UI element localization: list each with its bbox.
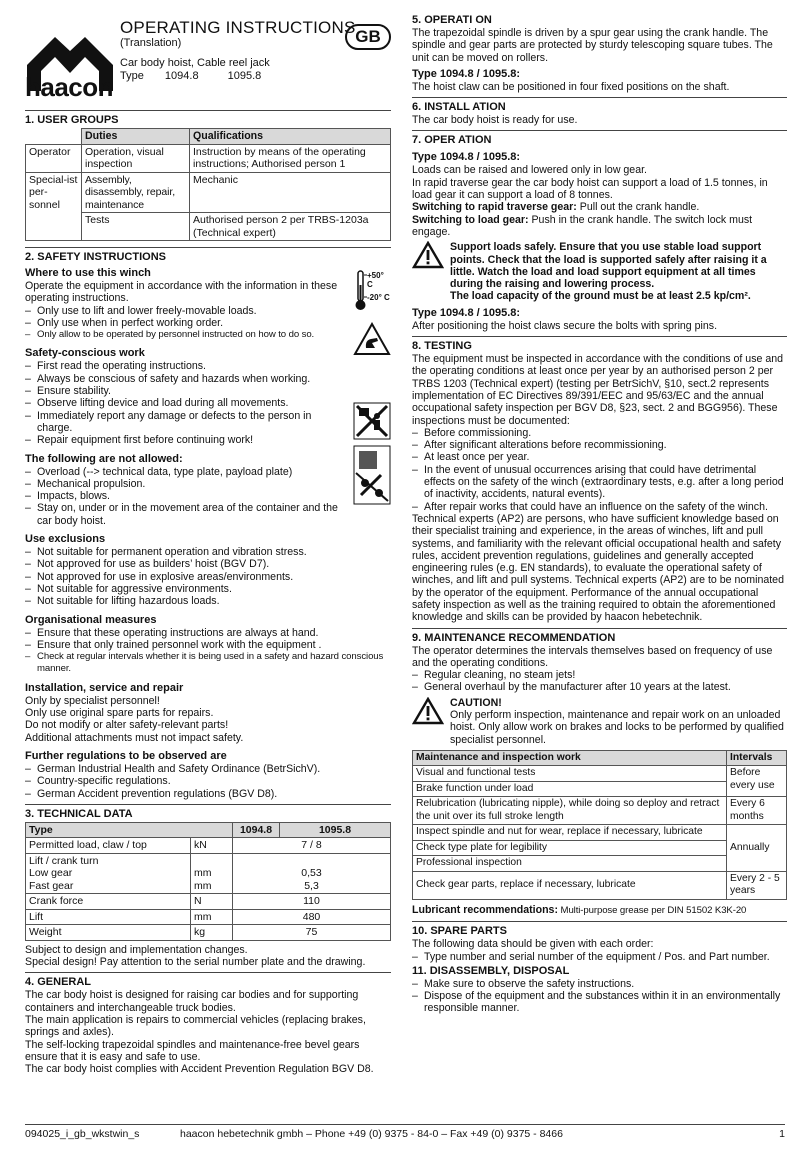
caution-text: Only perform inspection, maintenance and repair work on an unloaded hoist. Only allow work on brakes and locks to be performed by qualified specialist personnel. bbox=[450, 709, 784, 746]
install-line: Do not modify or alter safety-relevant parts! bbox=[25, 719, 229, 732]
section-heading-maintenance: 9. MAINTENANCE RECOMMENDATION bbox=[412, 628, 787, 645]
tech-label: Low gear bbox=[29, 867, 73, 880]
regs-title: Further regulations to be observed are bbox=[25, 749, 227, 762]
list-item: – Not suitable for permanent operation and vibration stress. bbox=[25, 546, 391, 558]
not-allowed-list bbox=[25, 466, 347, 527]
regs-list bbox=[25, 763, 391, 800]
operation-type-text: The hoist claw can be positioned in four fixed positions on the shaft. bbox=[412, 80, 730, 93]
list-item: – Make sure to observe the safety instructions. bbox=[412, 978, 787, 990]
table-row bbox=[26, 172, 391, 213]
install-title: Installation, service and repair bbox=[25, 681, 184, 694]
work-cell: Brake function under load bbox=[413, 781, 727, 797]
caution-icon bbox=[412, 697, 444, 725]
maintenance-list bbox=[412, 669, 787, 694]
tech-note: Special design! Pay attention to the serial number plate and the drawing. bbox=[25, 956, 366, 969]
tech-value: 480 bbox=[233, 909, 391, 925]
switch-rapid-text: Pull out the crank handle. bbox=[576, 201, 700, 214]
list-item: – Impacts, blows. bbox=[25, 490, 347, 502]
interval-cell: Annually bbox=[727, 825, 787, 872]
list-item: – Ensure that these operating instructions are always at hand. bbox=[25, 627, 391, 639]
list-item: – Only allow to be operated by personnel instructed on how to do so. bbox=[25, 329, 391, 341]
company-info: haacon hebetechnik gmbh – Phone +49 (0) 9375 - 84-0 – Fax +49 (0) 9375 - 8466 bbox=[180, 1128, 563, 1140]
tech-unit: kN bbox=[191, 838, 233, 854]
table-row bbox=[26, 909, 391, 925]
table-row bbox=[413, 766, 787, 782]
lubricant-label: Lubricant recommendations: bbox=[412, 903, 558, 916]
table-row bbox=[413, 797, 787, 825]
table-row bbox=[413, 871, 787, 899]
duties-cell: Tests bbox=[82, 213, 190, 241]
work-cell: Check gear parts, replace if necessary, lubricate bbox=[413, 871, 727, 899]
user-groups-table bbox=[25, 128, 391, 241]
temp-low: -20° C bbox=[367, 293, 390, 302]
technical-data-table bbox=[25, 822, 391, 941]
support-warning bbox=[412, 241, 787, 302]
warning-text: Support loads safely. Ensure that you use stable load support points. Check that the load is supported safely after raising it a little. Watch the load and load support equipment at all times during the raising and lowering process. bbox=[450, 241, 767, 291]
general-paragraph: The car body hoist complies with Accident Prevention Regulation BGV D8. bbox=[25, 1063, 374, 1076]
document-title: OPERATING INSTRUCTIONS bbox=[120, 18, 356, 37]
col-work: Maintenance and inspection work bbox=[413, 750, 727, 766]
list-item: – Only use when in perfect working order. bbox=[25, 317, 391, 329]
org-title: Organisational measures bbox=[25, 613, 157, 626]
maintenance-table bbox=[412, 750, 787, 900]
list-item: – Regular cleaning, no steam jets! bbox=[412, 669, 787, 681]
tech-label: Crank force bbox=[26, 894, 191, 910]
operation2-type-text-2: After positioning the hoist claws secure the bolts with spring pins. bbox=[412, 319, 718, 332]
section-heading-disposal: 11. DISASSEMBLY, DISPOSAL bbox=[412, 964, 570, 977]
table-row bbox=[26, 894, 391, 910]
section-heading-safety: 2. SAFETY INSTRUCTIONS bbox=[25, 247, 391, 264]
list-item: – Not suitable for aggressive environments. bbox=[25, 583, 391, 595]
tech-unit: kg bbox=[191, 925, 233, 941]
list-item: – Ensure that only trained personnel work with the equipment . bbox=[25, 639, 391, 651]
table-row bbox=[26, 838, 391, 854]
list-item: – First read the operating instructions. bbox=[25, 360, 347, 372]
general-paragraph: The car body hoist is designed for raising car bodies and for supporting containers and interchangeable truck bodies. bbox=[25, 989, 359, 1014]
testing-text: The equipment must be inspected in accordance with the conditions of use and the operating conditions at least once per year by an authorised person 2 per TRBS 1203 (Technical expert) (testing per BetrSichV, §10, sect.2 represents implementation of EC Directives 89/391/EEC and 95/63/EC and the annual occupational safety inspection per BGV D8, §23, sect. 2 and BGG956). These inspections must be documented: bbox=[412, 353, 784, 427]
switch-load-text: Push in the crank handle. The switch lock must engage. bbox=[412, 213, 753, 238]
section-heading-operation-2: 7. OPER ATION bbox=[412, 130, 787, 147]
tech-label: Lift / crank turn bbox=[29, 854, 99, 867]
section-heading-testing: 8. TESTING bbox=[412, 336, 787, 353]
table-row bbox=[26, 853, 391, 894]
lubricant-recommendation bbox=[412, 904, 787, 917]
org-list bbox=[25, 627, 391, 676]
section-heading-operation: 5. OPERATI ON bbox=[412, 14, 492, 26]
col-type-2: 1095.8 bbox=[280, 822, 391, 838]
table-row bbox=[26, 822, 391, 838]
no-person-under-load-icon bbox=[353, 402, 391, 440]
list-item: – Before commissioning. bbox=[412, 427, 787, 439]
col-qualifications: Qualifications bbox=[190, 129, 391, 145]
tech-label: Permitted load, claw / top bbox=[26, 838, 191, 854]
spare-parts-list bbox=[412, 951, 787, 963]
list-item: – In the event of unusual occurrences arising that could have detrimental effects on the safety of the winch (extraordinary tests, e.g. after a long period of inactivity, accidents, natural events). bbox=[412, 464, 787, 501]
safety-section bbox=[25, 267, 391, 800]
list-item: – Overload (--> technical data, type plate, payload plate) bbox=[25, 466, 347, 478]
section-heading-spare-parts: 10. SPARE PARTS bbox=[412, 921, 787, 938]
document-subtitle: (Translation) bbox=[120, 37, 182, 49]
interval-cell: Every 2 - 5 years bbox=[727, 871, 787, 899]
tech-value-group bbox=[233, 853, 391, 894]
caution-title: CAUTION! bbox=[450, 696, 502, 709]
list-item: – At least once per year. bbox=[412, 451, 787, 463]
list-item: – Only use to lift and lower freely-movable loads. bbox=[25, 305, 391, 317]
list-item: – Not approved for use as builders’ hoist (BGV D7). bbox=[25, 558, 391, 570]
exclusions-list bbox=[25, 546, 391, 607]
work-cell: Professional inspection bbox=[413, 856, 727, 872]
switch-load-label: Switching to load gear: bbox=[412, 213, 529, 226]
operation2-text: In rapid traverse gear the car body hoist can support a load of 1.5 tonnes, in load gear it can support a load of 8 tonnes. bbox=[412, 176, 768, 202]
tech-unit: mm bbox=[194, 867, 212, 880]
tech-label-group bbox=[26, 853, 191, 894]
product-name: Car body hoist, Cable reel jack bbox=[120, 57, 270, 69]
doc-code: 094025_i_gb_wkstwin_s bbox=[25, 1128, 140, 1140]
col-interval: Intervals bbox=[727, 750, 787, 766]
section-heading-technical: 3. TECHNICAL DATA bbox=[25, 804, 391, 821]
where-text: Operate the equipment in accordance with the information in these operating instructions. bbox=[25, 280, 338, 305]
list-item: – Check at regular intervals whether it is being used in a safety and hazard conscious manner. bbox=[25, 651, 391, 676]
col-type: Type bbox=[26, 822, 233, 838]
logo-text: haacon bbox=[25, 72, 114, 102]
list-item: – General overhaul by the manufacturer after 10 years at the latest. bbox=[412, 681, 787, 693]
list-item: – Always be conscious of safety and hazards when working. bbox=[25, 373, 347, 385]
operation2-text: Loads can be raised and lowered only in low gear. bbox=[412, 164, 647, 177]
list-item: – After significant alterations before recommissioning. bbox=[412, 439, 787, 451]
group-cell: Special-ist per-sonnel bbox=[26, 172, 82, 241]
general-paragraph: The self-locking trapezoidal spindles and maintenance-free bevel gears ensure that it is easy and safe to use. bbox=[25, 1038, 360, 1063]
left-column bbox=[25, 14, 391, 1075]
list-item: – German Accident prevention regulations (BGV D8). bbox=[25, 788, 391, 800]
list-item: – Repair equipment first before continuing work! bbox=[25, 434, 347, 446]
tech-unit: N bbox=[191, 894, 233, 910]
exclusions-title: Use exclusions bbox=[25, 533, 106, 546]
disposal-list bbox=[412, 978, 787, 1015]
testing-list bbox=[412, 427, 787, 513]
install-line: Only by specialist personnel! bbox=[25, 694, 160, 707]
list-item: – Not approved for use in explosive areas/environments. bbox=[25, 571, 391, 583]
maintenance-text: The operator determines the intervals themselves based on frequency of use and the operating conditions. bbox=[412, 644, 773, 669]
col-type-1: 1094.8 bbox=[233, 822, 280, 838]
list-item: – After repair works that could have an influence on the safety of the winch. bbox=[412, 501, 787, 513]
conscious-title: Safety-conscious work bbox=[25, 347, 145, 360]
tech-value: 5,3 bbox=[304, 879, 319, 892]
caution-box bbox=[412, 697, 787, 746]
type-1: 1094.8 bbox=[164, 70, 199, 82]
install-line: Additional attachments must not impact safety. bbox=[25, 731, 244, 744]
switch-rapid-label: Switching to rapid traverse gear: bbox=[412, 201, 577, 214]
tech-unit-group bbox=[191, 853, 233, 894]
conscious-list bbox=[25, 360, 347, 446]
type-label: Type bbox=[120, 70, 144, 82]
right-column bbox=[412, 14, 787, 1015]
type-2: 1095.8 bbox=[227, 70, 262, 82]
section-heading-user-groups: 1. USER GROUPS bbox=[25, 110, 391, 127]
work-cell: Inspect spindle and nut for wear, replace if necessary, lubricate bbox=[413, 825, 727, 841]
not-allowed-title: The following are not allowed: bbox=[25, 452, 183, 465]
tech-unit: mm bbox=[191, 909, 233, 925]
col-duties: Duties bbox=[82, 129, 190, 145]
tech-value: 0,53 bbox=[301, 867, 322, 880]
switch-load bbox=[412, 214, 787, 239]
list-item: – Ensure stability. bbox=[25, 385, 347, 397]
tech-unit: mm bbox=[194, 879, 212, 892]
tech-note: Subject to design and implementation changes. bbox=[25, 943, 248, 956]
where-list bbox=[25, 305, 391, 342]
general-paragraph: The main application is repairs to commercial vehicles (replacing brakes, springs and axles). bbox=[25, 1013, 366, 1039]
no-transport-icon bbox=[353, 445, 391, 505]
work-cell: Visual and functional tests bbox=[413, 766, 727, 782]
tech-value: 110 bbox=[233, 894, 391, 910]
list-item: – Mechanical propulsion. bbox=[25, 478, 347, 490]
operation-type-title: Type 1094.8 / 1095.8: bbox=[412, 67, 521, 80]
tech-value: 75 bbox=[233, 925, 391, 941]
operation2-type-title: Type 1094.8 / 1095.8: bbox=[412, 151, 521, 164]
section-heading-installation: 6. INSTALL ATION bbox=[412, 97, 787, 114]
list-item: – German Industrial Health and Safety Ordinance (BetrSichV). bbox=[25, 763, 391, 775]
table-row bbox=[413, 825, 787, 841]
duties-cell: Assembly, disassembly, repair, maintenance bbox=[82, 172, 190, 213]
installation-text: The car body hoist is ready for use. bbox=[412, 114, 578, 127]
warning-text: The load capacity of the ground must be at least 2.5 kp/cm². bbox=[450, 290, 751, 303]
qualifications-cell: Authorised person 2 per TRBS-1203a (Technical expert) bbox=[190, 213, 391, 241]
list-item: – Not suitable for lifting hazardous loads. bbox=[25, 595, 391, 607]
section-heading-general: 4. GENERAL bbox=[25, 972, 391, 989]
operation-text: The trapezoidal spindle is driven by a spur gear using the crank handle. The spindle and gear parts are protected by sturdy telescoping square tubes. The unit can be moved on rollers. bbox=[412, 27, 773, 64]
temp-high: +50° C bbox=[367, 271, 384, 289]
switch-rapid bbox=[412, 201, 787, 213]
list-item: – Dispose of the equipment and the substances within it in an environmentally responsible manner. bbox=[412, 990, 787, 1015]
list-item: – Type number and serial number of the equipment / Pos. and Part number. bbox=[412, 951, 787, 963]
page-footer bbox=[25, 1124, 785, 1141]
list-item: – Observe lifting device and load during all movements. bbox=[25, 397, 347, 409]
tech-label: Fast gear bbox=[29, 879, 74, 892]
country-badge: GB bbox=[345, 24, 391, 50]
lubricant-text: Multi-purpose grease per DIN 51502 K3K-20 bbox=[557, 904, 747, 916]
operation2-type-title-2: Type 1094.8 / 1095.8: bbox=[412, 306, 521, 319]
work-cell: Check type plate for legibility bbox=[413, 840, 727, 856]
warning-icon bbox=[412, 241, 444, 269]
qualifications-cell: Instruction by means of the operating instructions; Authorised person 1 bbox=[190, 144, 391, 172]
install-line: Only use original spare parts for repairs. bbox=[25, 707, 214, 720]
testing-experts-text: Technical experts (AP2) are persons, who have sufficient knowledge based on their specialist training and experience, in the areas of winches, lift and pull systems, and familiarity with the relevant official occupational health and safety rules, accident prevention regulations, guidelines and generally accepted engineering rules (e.g. EN standards), to evaluate the operational safety of winches, and lift and pull systems. Technical experts (AP2) are to be nominated by the operator of the equipment. Performance of the annual occupational safety inspection as well as the training required to obtain the aforementioned knowledge and skills can be provided by haacon hebetechnik. bbox=[412, 512, 784, 624]
list-item: – Immediately report any damage or defects to the person in charge. bbox=[25, 410, 347, 435]
page-number: 1 bbox=[779, 1128, 785, 1140]
list-item: – Country-specific regulations. bbox=[25, 775, 391, 787]
interval-cell: Every 6 months bbox=[727, 797, 787, 825]
product-types bbox=[120, 70, 400, 83]
table-row bbox=[26, 129, 391, 145]
tech-value: 7 / 8 bbox=[233, 838, 391, 854]
table-row bbox=[26, 144, 391, 172]
where-title: Where to use this winch bbox=[25, 267, 151, 279]
qualifications-cell: Mechanic bbox=[190, 172, 391, 213]
group-cell: Operator bbox=[26, 144, 82, 172]
table-row bbox=[413, 750, 787, 766]
work-cell: Relubrication (lubricating nipple), while doing so deploy and retract the unit over its full stroke length bbox=[413, 797, 727, 825]
list-item: – Stay on, under or in the movement area of the container and the car body hoist. bbox=[25, 502, 347, 527]
table-row bbox=[26, 925, 391, 941]
document-header bbox=[25, 14, 391, 106]
duties-cell: Operation, visual inspection bbox=[82, 144, 190, 172]
interval-cell: Before every use bbox=[727, 766, 787, 797]
spare-parts-text: The following data should be given with each order: bbox=[412, 938, 654, 951]
tech-label: Weight bbox=[26, 925, 191, 941]
tech-label: Lift bbox=[26, 909, 191, 925]
